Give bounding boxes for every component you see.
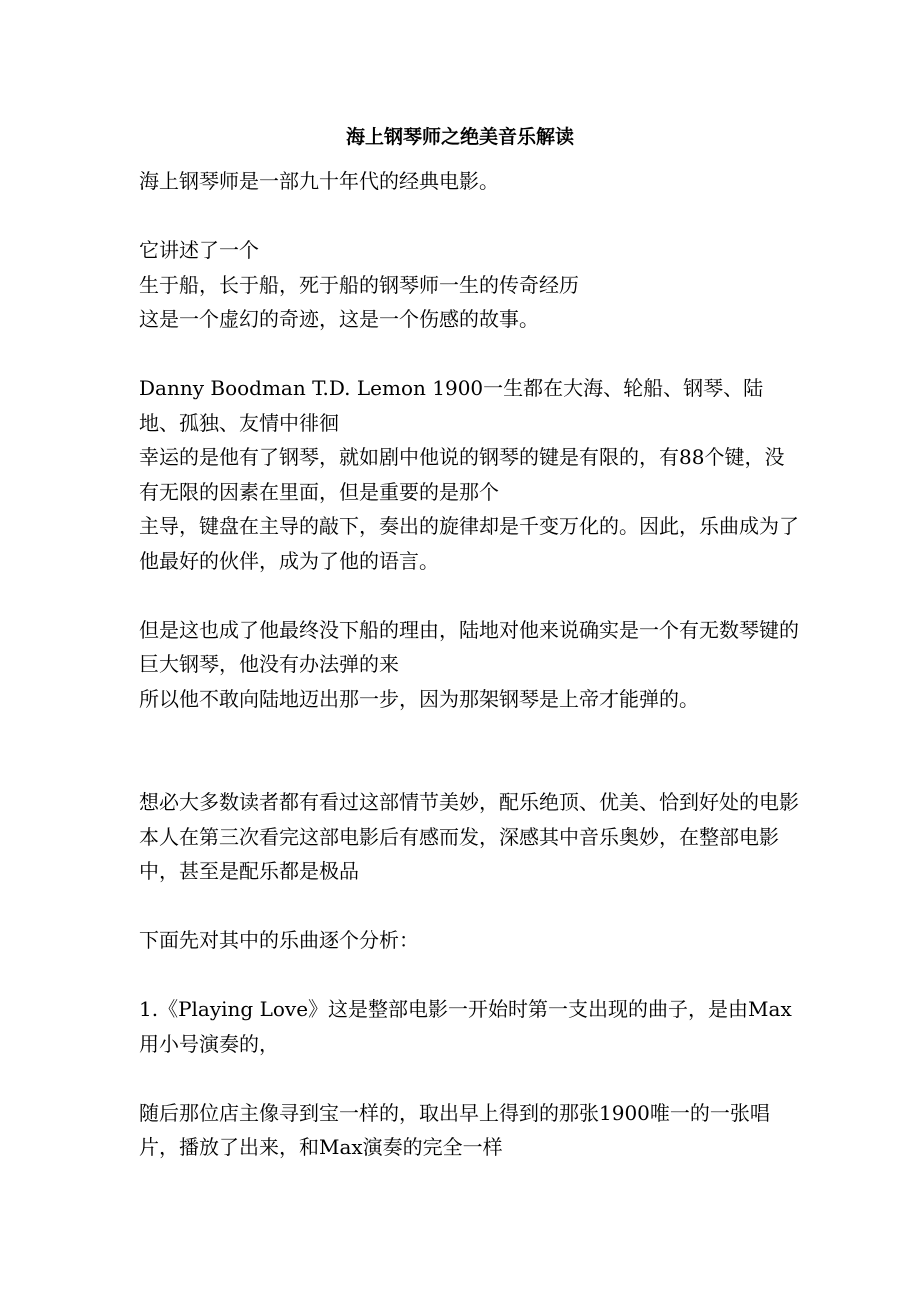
paragraph-playing-love: 1.《Playing Love》这是整部电影一开始时第一支出现的曲子，是由Max用小号演奏的， <box>139 997 792 1056</box>
paragraph-story-3: 这是一个虚幻的奇迹，这是一个伤感的故事。 <box>139 307 539 331</box>
document-title: 海上钢琴师之绝美音乐解读 <box>345 126 574 148</box>
paragraph-readers: 想必大多数读者都有看过这部情节美妙，配乐绝顶、优美、恰到好处的电影 <box>139 790 799 814</box>
paragraph-author: 本人在第三次看完这部电影后有感而发，深感其中音乐奥妙，在整部电影中，甚至是配乐都是极品 <box>139 824 779 883</box>
paragraph-intro: 海上钢琴师是一部九十年代的经典电影。 <box>139 169 499 193</box>
paragraph-piano-keys: 幸运的是他有了钢琴，就如剧中他说的钢琴的键是有限的，有88个键，没有无限的因素在里面，但是重要的是那个 <box>139 445 785 504</box>
blank-line <box>139 578 799 613</box>
paragraph-analysis-intro: 下面先对其中的乐曲逐个分析： <box>139 928 419 952</box>
blank-line <box>139 889 799 924</box>
paragraph-record: 随后那位店主像寻到宝一样的，取出早上得到的那张1900唯一的一张唱片，播放了出来，和Max演奏的完全一样 <box>139 1100 770 1159</box>
blank-line <box>139 958 799 993</box>
blank-line <box>139 199 799 234</box>
paragraph-story-1: 它讲述了一个 <box>139 238 259 262</box>
blank-line <box>139 1061 799 1096</box>
paragraph-melody: 主导，键盘在主导的敲下，奏出的旋律却是千变万化的。因此，乐曲成为了他最好的伙伴，成为了他的语言。 <box>139 514 799 573</box>
paragraph-1900: Danny Boodman T.D. Lemon 1900一生都在大海、轮船、钢琴、陆地、孤独、友情中徘徊 <box>139 376 764 435</box>
paragraph-story-2: 生于船，长于船，死于船的钢琴师一生的传奇经历 <box>139 272 579 297</box>
paragraph-land: 但是这也成了他最终没下船的理由，陆地对他来说确实是一个有无数琴键的巨大钢琴，他没有办法弹的来 <box>139 617 799 676</box>
blank-line <box>139 337 799 372</box>
document-body <box>139 164 799 1165</box>
paragraph-god-piano: 所以他不敢向陆地迈出那一步，因为那架钢琴是上帝才能弹的。 <box>139 686 699 711</box>
blank-lines <box>139 716 799 785</box>
